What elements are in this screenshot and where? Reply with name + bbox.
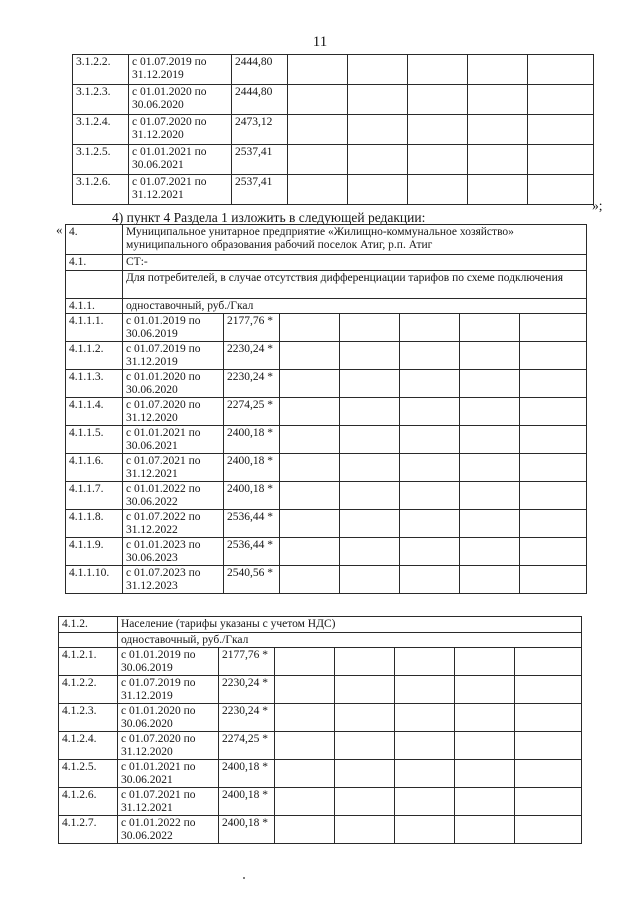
table-row: [66, 454, 587, 482]
row-value: 2540,56 *: [224, 566, 280, 594]
empty-cell: [400, 454, 460, 482]
row-value: 2274,25 *: [219, 732, 275, 760]
empty-cell: [340, 426, 400, 454]
scan-speck: [243, 877, 245, 879]
empty-cell: [395, 732, 455, 760]
empty-cell: [408, 55, 468, 85]
empty-cell: [335, 732, 395, 760]
empty-cell: [460, 482, 520, 510]
empty-cell: [528, 85, 594, 115]
empty-cell: [460, 538, 520, 566]
empty-cell: [280, 342, 340, 370]
table-row: [59, 732, 582, 760]
row-code: 4.1.1.9.: [66, 538, 123, 566]
empty-cell: [275, 648, 335, 676]
empty-cell: [288, 175, 348, 205]
main-tariff-table: [65, 224, 587, 594]
population-label: Население (тарифы указаны с учетом НДС): [118, 617, 582, 633]
row-period: с 01.01.2021 по 30.06.2021: [118, 760, 219, 788]
population-tariff-table: [58, 616, 582, 844]
empty-cell: [408, 175, 468, 205]
top-tariff-table: [72, 54, 594, 205]
row-value: 2177,76 *: [224, 314, 280, 342]
empty-cell: [400, 426, 460, 454]
row-period: с 01.01.2020 по 30.06.2020: [129, 85, 232, 115]
row-code: 3.1.2.3.: [73, 85, 129, 115]
empty-cell: [400, 342, 460, 370]
empty-cell: [335, 788, 395, 816]
table-row: [73, 175, 594, 205]
row-value: 2537,41: [232, 175, 288, 205]
empty-cell: [520, 566, 587, 594]
table-row: [59, 704, 582, 732]
table-row: [59, 648, 582, 676]
empty-cell: [528, 175, 594, 205]
empty-cell: [66, 270, 123, 298]
empty-cell: [288, 55, 348, 85]
row-code: 4.1.2.1.: [59, 648, 118, 676]
empty-cell: [395, 760, 455, 788]
single-rate-2-label: одноставочный, руб./Гкал: [118, 632, 582, 648]
row-value: 2400,18 *: [224, 482, 280, 510]
empty-cell: [335, 676, 395, 704]
empty-cell: [395, 648, 455, 676]
empty-cell: [275, 816, 335, 844]
row-period: с 01.07.2020 по 31.12.2020: [118, 732, 219, 760]
empty-cell: [515, 816, 582, 844]
empty-cell: [460, 566, 520, 594]
empty-cell: [395, 788, 455, 816]
row-code: 4.1.2.2.: [59, 676, 118, 704]
table-row: [66, 426, 587, 454]
empty-cell: [400, 566, 460, 594]
row-period: с 01.07.2020 по 31.12.2020: [123, 398, 224, 426]
empty-cell: [455, 788, 515, 816]
empty-cell: [400, 398, 460, 426]
empty-cell: [515, 676, 582, 704]
row-period: с 01.01.2020 по 30.06.2020: [118, 704, 219, 732]
empty-cell: [515, 648, 582, 676]
row-code: 3.1.2.5.: [73, 145, 129, 175]
page-number: 11: [312, 34, 328, 50]
row-value: 2536,44 *: [224, 510, 280, 538]
empty-cell: [348, 175, 408, 205]
empty-cell: [455, 732, 515, 760]
row-period: с 01.01.2021 по 30.06.2021: [123, 426, 224, 454]
row-code: 4.1.2.4.: [59, 732, 118, 760]
empty-cell: [288, 85, 348, 115]
row-period: с 01.07.2021 по 31.12.2021: [118, 788, 219, 816]
empty-cell: [280, 398, 340, 426]
empty-cell: [280, 482, 340, 510]
row-value: 2230,24 *: [224, 342, 280, 370]
empty-cell: [408, 85, 468, 115]
closing-quote: »;: [592, 198, 603, 213]
row-period: с 01.07.2021 по 31.12.2021: [129, 175, 232, 205]
table-row: [59, 676, 582, 704]
row-value: 2400,18 *: [219, 816, 275, 844]
empty-cell: [515, 732, 582, 760]
st-label: СТ:-: [123, 255, 587, 271]
row-code: 3.1.2.4.: [73, 115, 129, 145]
row-code: 4.1.2.5.: [59, 760, 118, 788]
row-code: 4.1.2.7.: [59, 816, 118, 844]
empty-cell: [520, 314, 587, 342]
row-value: 2536,44 *: [224, 538, 280, 566]
empty-cell: [395, 676, 455, 704]
row-period: с 01.07.2022 по 31.12.2022: [123, 510, 224, 538]
row-code: 4.1.1.3.: [66, 370, 123, 398]
empty-cell: [280, 314, 340, 342]
empty-cell: [340, 566, 400, 594]
empty-cell: [455, 816, 515, 844]
empty-cell: [335, 648, 395, 676]
empty-cell: [528, 55, 594, 85]
empty-cell: [340, 538, 400, 566]
row-period: с 01.07.2019 по 31.12.2019: [129, 55, 232, 85]
empty-cell: [520, 426, 587, 454]
empty-cell: [520, 370, 587, 398]
empty-cell: [340, 510, 400, 538]
table-row: [66, 538, 587, 566]
empty-cell: [400, 482, 460, 510]
empty-cell: [280, 510, 340, 538]
empty-cell: [460, 314, 520, 342]
empty-cell: [348, 85, 408, 115]
empty-cell: [275, 760, 335, 788]
empty-cell: [400, 314, 460, 342]
empty-cell: [400, 510, 460, 538]
empty-cell: [275, 732, 335, 760]
empty-cell: [520, 510, 587, 538]
empty-cell: [460, 426, 520, 454]
row-value: 2400,18 *: [219, 788, 275, 816]
table-row: [73, 115, 594, 145]
table-row: [73, 55, 594, 85]
amendment-text: 4) пункт 4 Раздела 1 изложить в следующей редакции:: [112, 210, 426, 225]
table-row: [66, 566, 587, 594]
empty-cell: [455, 648, 515, 676]
row-code: 4.1.1.2.: [66, 342, 123, 370]
empty-cell: [515, 788, 582, 816]
empty-cell: [340, 370, 400, 398]
population-code: 4.1.2.: [59, 617, 118, 633]
empty-cell: [340, 314, 400, 342]
empty-cell: [335, 760, 395, 788]
table-row: [66, 342, 587, 370]
empty-cell: [408, 115, 468, 145]
table-row: [59, 788, 582, 816]
row-value: 2230,24 *: [219, 704, 275, 732]
empty-cell: [335, 816, 395, 844]
empty-cell: [280, 426, 340, 454]
section-code: 4.: [66, 225, 123, 255]
row-code: 4.1.1.5.: [66, 426, 123, 454]
empty-cell: [468, 85, 528, 115]
section-title: Муниципальное унитарное предприятие «Жилищно-коммунальное хозяйство» муниципального образования рабочий поселок Атиг, р.п. Атиг: [123, 225, 587, 255]
empty-cell: [455, 676, 515, 704]
empty-cell: [280, 538, 340, 566]
empty-cell: [528, 145, 594, 175]
empty-cell: [275, 788, 335, 816]
row-value: 2400,18 *: [224, 454, 280, 482]
empty-cell: [288, 145, 348, 175]
row-period: с 01.01.2019 по 30.06.2019: [118, 648, 219, 676]
table-row: [66, 482, 587, 510]
row-code: 4.1.1.8.: [66, 510, 123, 538]
empty-cell: [520, 454, 587, 482]
empty-cell: [340, 342, 400, 370]
row-period: с 01.01.2022 по 30.06.2022: [118, 816, 219, 844]
row-code: 3.1.2.2.: [73, 55, 129, 85]
table-row: [66, 370, 587, 398]
row-period: с 01.01.2022 по 30.06.2022: [123, 482, 224, 510]
empty-cell: [468, 175, 528, 205]
table-row: [66, 510, 587, 538]
table-row: [66, 314, 587, 342]
row-period: с 01.07.2023 по 31.12.2023: [123, 566, 224, 594]
empty-cell: [400, 370, 460, 398]
row-value: 2230,24 *: [224, 370, 280, 398]
row-code: 4.1.1.6.: [66, 454, 123, 482]
empty-cell: [528, 115, 594, 145]
empty-cell: [455, 704, 515, 732]
row-value: 2230,24 *: [219, 676, 275, 704]
row-period: с 01.07.2019 по 31.12.2019: [118, 676, 219, 704]
row-period: с 01.07.2021 по 31.12.2021: [123, 454, 224, 482]
empty-cell: [280, 566, 340, 594]
empty-cell: [59, 632, 118, 648]
single-rate-label: одноставочный, руб./Гкал: [123, 298, 587, 314]
st-code: 4.1.: [66, 255, 123, 271]
empty-cell: [520, 398, 587, 426]
row-period: с 01.07.2020 по 31.12.2020: [129, 115, 232, 145]
empty-cell: [515, 704, 582, 732]
row-value: 2473,12: [232, 115, 288, 145]
row-value: 2537,41: [232, 145, 288, 175]
empty-cell: [520, 342, 587, 370]
empty-cell: [460, 454, 520, 482]
empty-cell: [275, 704, 335, 732]
row-value: 2400,18 *: [219, 760, 275, 788]
row-code: 3.1.2.6.: [73, 175, 129, 205]
row-code: 4.1.1.4.: [66, 398, 123, 426]
row-period: с 01.07.2019 по 31.12.2019: [123, 342, 224, 370]
opening-quote: «: [56, 222, 63, 237]
empty-cell: [348, 55, 408, 85]
table-row: [66, 398, 587, 426]
empty-cell: [460, 342, 520, 370]
empty-cell: [408, 145, 468, 175]
table-row: [73, 145, 594, 175]
table-row: [59, 760, 582, 788]
row-period: с 01.01.2020 по 30.06.2020: [123, 370, 224, 398]
empty-cell: [468, 55, 528, 85]
empty-cell: [395, 816, 455, 844]
empty-cell: [468, 145, 528, 175]
empty-cell: [340, 482, 400, 510]
row-value: 2444,80: [232, 55, 288, 85]
row-code: 4.1.1.1.: [66, 314, 123, 342]
empty-cell: [515, 760, 582, 788]
row-value: 2444,80: [232, 85, 288, 115]
row-period: с 01.01.2021 по 30.06.2021: [129, 145, 232, 175]
row-code: 4.1.2.6.: [59, 788, 118, 816]
row-code: 4.1.1.10.: [66, 566, 123, 594]
empty-cell: [395, 704, 455, 732]
row-period: с 01.01.2019 по 30.06.2019: [123, 314, 224, 342]
empty-cell: [455, 760, 515, 788]
consumers-text: Для потребителей, в случае отсутствия дифференциации тарифов по схеме подключения: [123, 270, 587, 298]
empty-cell: [520, 538, 587, 566]
row-code: 4.1.1.7.: [66, 482, 123, 510]
empty-cell: [288, 115, 348, 145]
empty-cell: [348, 145, 408, 175]
empty-cell: [275, 676, 335, 704]
table-row: [73, 85, 594, 115]
row-value: 2274,25 *: [224, 398, 280, 426]
empty-cell: [340, 398, 400, 426]
single-rate-code: 4.1.1.: [66, 298, 123, 314]
row-period: с 01.01.2023 по 30.06.2023: [123, 538, 224, 566]
table-row: [59, 816, 582, 844]
empty-cell: [460, 370, 520, 398]
empty-cell: [348, 115, 408, 145]
empty-cell: [340, 454, 400, 482]
empty-cell: [280, 370, 340, 398]
empty-cell: [460, 510, 520, 538]
empty-cell: [335, 704, 395, 732]
row-value: 2400,18 *: [224, 426, 280, 454]
empty-cell: [468, 115, 528, 145]
empty-cell: [460, 398, 520, 426]
row-value: 2177,76 *: [219, 648, 275, 676]
empty-cell: [400, 538, 460, 566]
empty-cell: [520, 482, 587, 510]
row-code: 4.1.2.3.: [59, 704, 118, 732]
empty-cell: [280, 454, 340, 482]
